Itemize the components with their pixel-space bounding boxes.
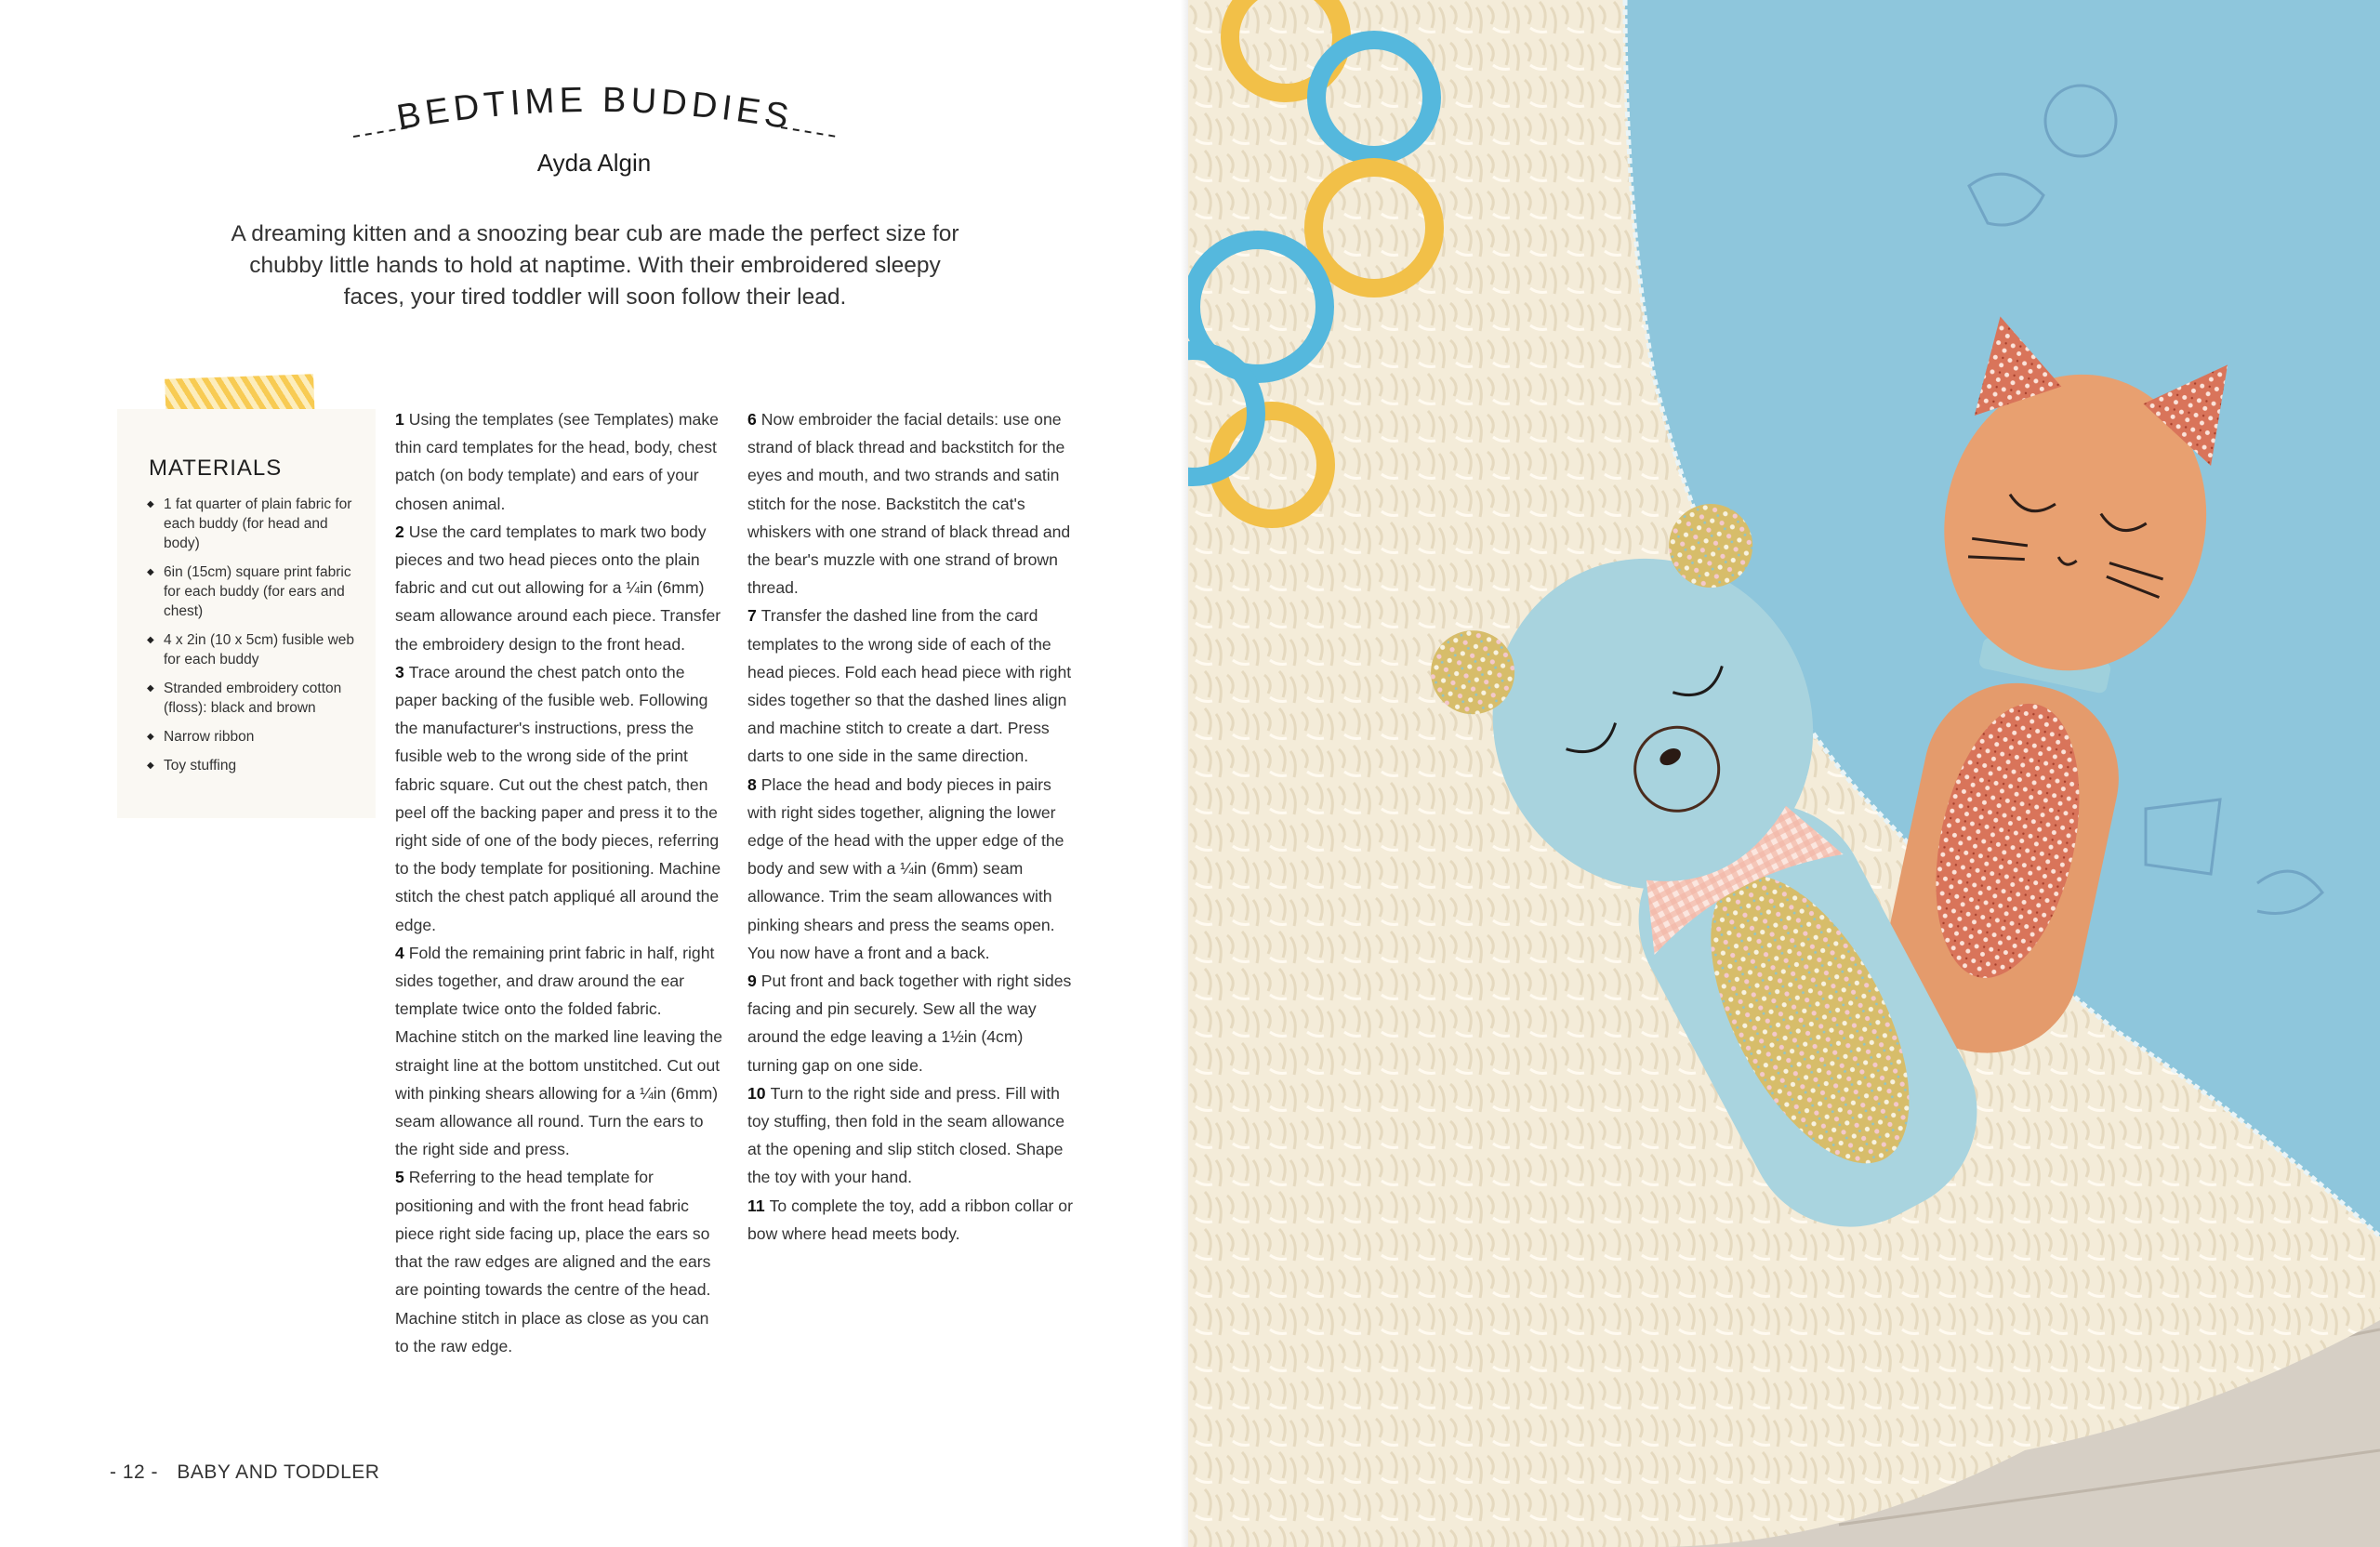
left-page — [0, 0, 1188, 1547]
step — [747, 602, 1078, 770]
author-name: Ayda Algin — [536, 149, 652, 177]
step — [747, 1192, 1078, 1248]
step-text: Transfer the dashed line from the card templates to the wrong side of each of the head pieces. Fold each head piece with right sides together so that the dashed lines align and machine stitch to create a dart. Press darts to one side in the same direction. — [747, 606, 1072, 766]
page-footer — [110, 1461, 379, 1484]
product-photo — [1188, 0, 2380, 1547]
step-text: Now embroider the facial details: use one strand of black thread and backstitch for the eyes and mouth, and two strands and satin stitch for the nose. Backstitch the cat's whiskers with one strand of black thread and the bear's muzzle with one strand of brown thread. — [747, 410, 1071, 598]
step — [747, 771, 1078, 967]
step — [747, 405, 1078, 602]
step-number: 2 — [395, 522, 404, 541]
step-text: Fold the remaining print fabric in half, right sides together, and draw around the ear template twice onto the folded fabric. Machine stitch on the marked line leaving the straight line at the bottom unstitched. Cut out with pinking shears allowing for a ¼in (6mm) seam allowance all round. Turn the ears to the right side and press. — [395, 943, 723, 1159]
page-title: BEDTIME BUDDIES — [393, 80, 797, 139]
section-name: BABY AND TODDLER — [177, 1461, 380, 1483]
materials-item: ◆ 4 x 2in (10 x 5cm) fusible web for each buddy — [147, 630, 366, 669]
intro-paragraph: A dreaming kitten and a snoozing bear cub are made the perfect size for chubby little hands to hold at naptime. With their embroidered sleepy faces, your tired toddler will soon follow their lead. — [231, 221, 959, 310]
step-number: 10 — [747, 1083, 766, 1103]
step-number: 1 — [395, 410, 404, 429]
step — [395, 1163, 725, 1359]
materials-list — [147, 495, 366, 785]
materials-box — [117, 409, 376, 818]
step — [395, 658, 725, 939]
step-text: Trace around the chest patch onto the paper backing of the fusible web. Following the manufacturer's instructions, press the fusible web to the wrong side of the print fabric square. Cut out the chest patch, then peel off the backing paper and press it to the right side of one of the body pieces, referring to the body template for positioning. Machine stitch the chest patch appliqué all around the edge. — [395, 662, 721, 934]
materials-heading: MATERIALS — [149, 456, 283, 481]
step-text: To complete the toy, add a ribbon collar or bow where head meets body. — [747, 1196, 1073, 1243]
materials-item: ◆ 6in (15cm) square print fabric for each buddy (for ears and chest) — [147, 562, 366, 621]
materials-item: ◆ Stranded embroidery cotton (floss): black and brown — [147, 679, 366, 718]
step-text: Using the templates (see Templates) make thin card templates for the head, body, chest patch (on body template) and ears of your chosen animal. — [395, 410, 719, 513]
instructions-column-1 — [395, 405, 725, 1360]
step-text: Referring to the head template for positioning and with the front head fabric piece right side facing up, place the ears so that the raw edges are aligned and the ears are pointing towards the centre of the head. Machine stitch in place as close as you can to the raw edge. — [395, 1168, 711, 1355]
photo-illustration — [1188, 0, 2380, 1547]
step-text: Place the head and body pieces in pairs with right sides together, aligning the lower edge of the head with the upper edge of the body and sew with a ¼in (6mm) seam allowance. Trim the seam allowances with pinking shears and press the seams open. You now have a front and a back. — [747, 774, 1064, 962]
step-number: 3 — [395, 662, 404, 681]
step-number: 6 — [747, 410, 757, 429]
materials-item: ◆ Toy stuffing — [147, 756, 366, 775]
title-block — [353, 70, 837, 153]
step — [747, 967, 1078, 1079]
step — [747, 1079, 1078, 1192]
step-number: 9 — [747, 972, 757, 991]
step-text: Turn to the right side and press. Fill with toy stuffing, then fold in the seam allowance at the opening and slip stitch closed. Shape the toy with your hand. — [747, 1083, 1065, 1187]
step-number: 5 — [395, 1168, 404, 1187]
step-number: 11 — [747, 1196, 765, 1215]
step-text: Use the card templates to mark two body pieces and two head pieces onto the plain fabric and cut out allowing for a ¼in (6mm) seam allowance around each piece. Transfer the embroidery design to the front head. — [395, 522, 721, 654]
step — [395, 939, 725, 1164]
title-graphic — [353, 70, 837, 153]
page-number: - 12 - — [110, 1461, 159, 1483]
step-number: 8 — [747, 774, 757, 794]
step — [395, 405, 725, 518]
step-number: 7 — [747, 606, 757, 626]
materials-item: ◆ Narrow ribbon — [147, 727, 366, 747]
step — [395, 518, 725, 658]
step-text: Put front and back together with right sides facing and pin securely. Sew all the way around the edge leaving a 1½in (4cm) turning gap on one side. — [747, 972, 1072, 1075]
instructions-column-2 — [747, 405, 1078, 1248]
step-number: 4 — [395, 943, 404, 962]
page-gutter — [1181, 0, 1188, 1547]
materials-item: ◆ 1 fat quarter of plain fabric for each buddy (for head and body) — [147, 495, 366, 553]
